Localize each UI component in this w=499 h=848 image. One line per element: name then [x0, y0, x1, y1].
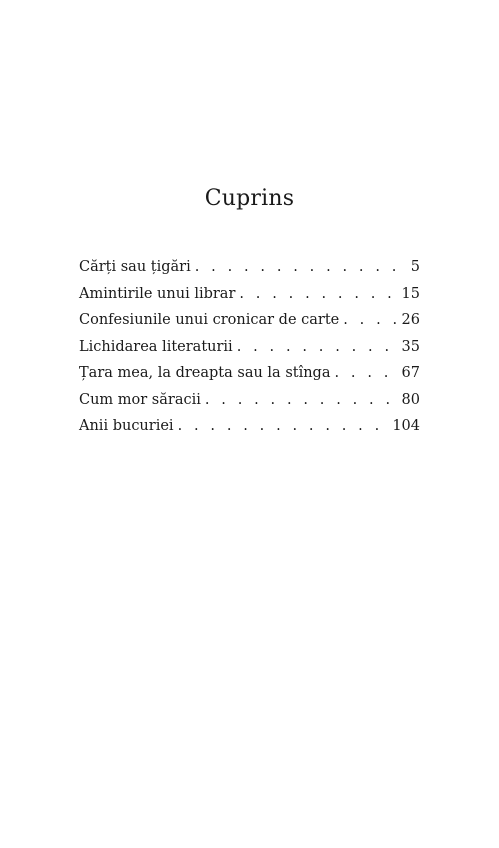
toc-dot-leader [178, 418, 388, 434]
toc-entry-title: Amintirile unui librar [79, 285, 236, 302]
toc-entry-title: Anii bucuriei [79, 418, 174, 434]
toc-dot-leader [239, 286, 396, 302]
toc-entry [79, 312, 420, 339]
toc-entry [79, 286, 420, 313]
toc-entry-page: 35 [401, 338, 420, 355]
toc-entry [79, 392, 420, 419]
toc-entry-page: 15 [401, 285, 420, 302]
toc-entry-title: Cărți sau țigări [79, 259, 191, 275]
toc-entry-title: Confesiunile unui cronicar de carte [79, 312, 340, 328]
table-of-contents [79, 259, 420, 445]
toc-entry-title: Cum mor săracii [79, 391, 201, 408]
toc-dot-leader [334, 365, 396, 381]
toc-entry-page: 104 [392, 418, 420, 434]
toc-entry-title: Lichidarea literaturii [79, 338, 233, 355]
page-title: Cuprins [204, 186, 295, 211]
toc-entry-page: 5 [410, 259, 420, 275]
toc-entry [79, 418, 420, 445]
toc-dot-leader [205, 392, 397, 408]
toc-entry-title: Țara mea, la dreapta sau la stînga [79, 365, 331, 381]
toc-entry [79, 259, 420, 286]
toc-entry-page: 80 [401, 391, 420, 408]
toc-dot-leader [343, 312, 396, 328]
toc-dot-leader [237, 339, 397, 355]
toc-entry-page: 26 [401, 312, 420, 328]
toc-entry [79, 339, 420, 366]
toc-dot-leader [195, 259, 406, 275]
toc-entry [79, 365, 420, 392]
toc-entry-page: 67 [401, 365, 420, 381]
